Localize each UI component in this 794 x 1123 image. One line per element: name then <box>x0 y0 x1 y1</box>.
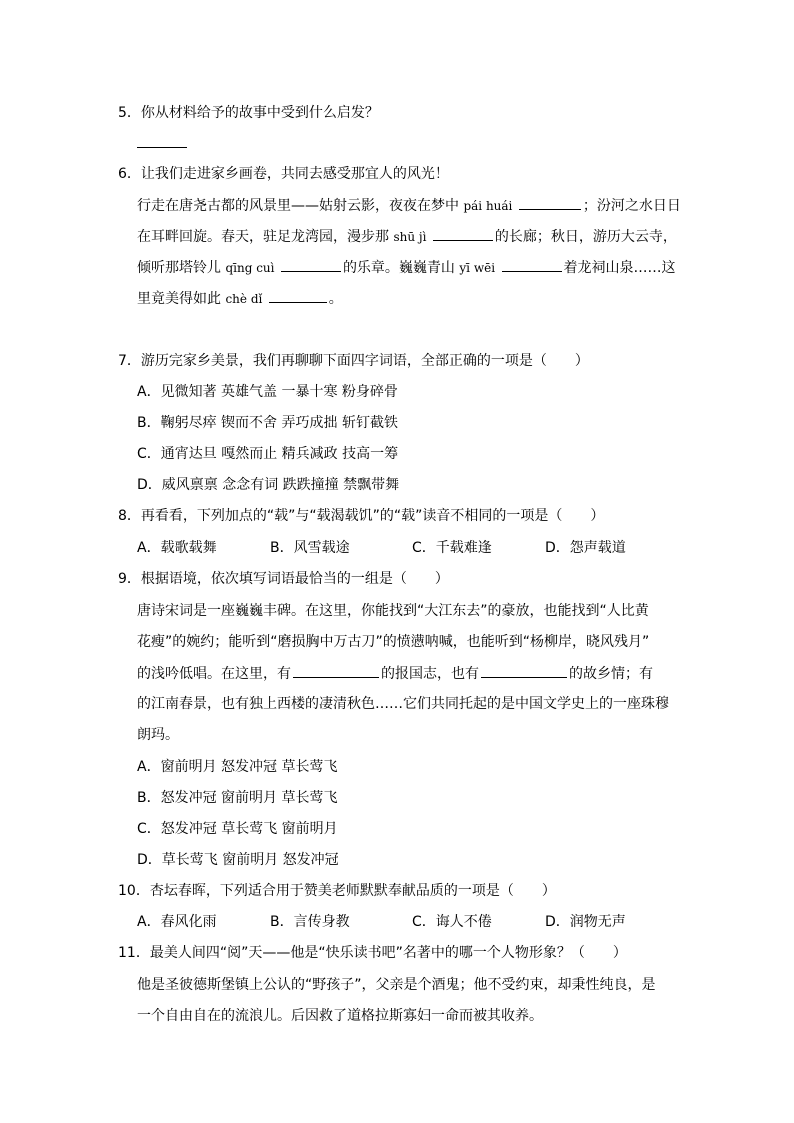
question-8-option-a[interactable]: A．载歌载舞 <box>137 540 217 556</box>
text: ；汾河之水日日 <box>582 198 681 214</box>
text: 。 <box>328 291 343 307</box>
question-6-title: 6．让我们走进家乡画卷，共同去感受那宜人的风光！ <box>118 166 449 182</box>
question-8-option-d[interactable]: D．怨声载道 <box>545 540 626 556</box>
question-6-line-4 <box>137 288 343 309</box>
question-6-line-3 <box>137 257 676 278</box>
question-11-passage-1: 他是圣彼德斯堡镇上公认的“野孩子”，父亲是个酒鬼；他不受约束，却秉性纯良，是 <box>137 977 656 993</box>
text: 的浅吟低唱。在这里，有 <box>137 666 291 682</box>
text: 的乐章。巍巍青山 <box>342 260 455 276</box>
fill-blank[interactable] <box>481 663 567 678</box>
question-8-options <box>137 538 626 558</box>
fill-blank[interactable] <box>281 257 341 272</box>
question-8-option-c[interactable]: C．千载难逢 <box>412 540 492 556</box>
question-8-option-b[interactable]: B．风雪载途 <box>270 540 350 556</box>
question-7-option-d[interactable]: D．威风禀禀 念念有词 跌跌撞撞 禁飘带舞 <box>137 477 400 493</box>
pinyin: yī wēi <box>459 261 496 275</box>
question-11-passage-2: 一个自由自在的流浪儿。后因救了道格拉斯寡妇一命而被其收养。 <box>137 1008 543 1024</box>
question-6-line-2 <box>137 226 677 247</box>
question-7-option-a[interactable]: A．见微知著 英雄气盖 一暴十寒 粉身碎骨 <box>137 384 398 400</box>
fill-blank[interactable] <box>293 663 379 678</box>
question-9-passage-1: 唐诗宋词是一座巍巍丰碑。在这里，你能找到“大江东去”的豪放，也能找到“人比黄 <box>137 603 649 619</box>
question-11-title: 11．最美人间四“阅”天——他是“快乐读书吧”名著中的哪一个人物形象？（ ） <box>118 945 627 961</box>
question-9-passage-3 <box>137 663 653 684</box>
question-8-title: 8．再看看，下列加点的“载”与“载渴载饥”的“载”读音不相同的一项是（ ） <box>118 508 605 524</box>
question-9-title: 9．根据语境，依次填写词语最恰当的一组是（ ） <box>118 571 449 587</box>
pinyin: qīng cuì <box>225 261 275 275</box>
text: 行走在唐尧古都的风景里——姑射云影，夜夜在梦中 <box>137 198 459 214</box>
question-10-option-a[interactable]: A．春风化雨 <box>137 914 217 930</box>
text: 里竟美得如此 <box>137 291 221 307</box>
fill-blank[interactable] <box>519 195 581 210</box>
question-9-option-c[interactable]: C．怒发冲冠 草长莺飞 窗前明月 <box>137 821 338 837</box>
pinyin: pái huái <box>463 199 513 213</box>
fill-blank[interactable] <box>433 226 493 241</box>
question-5: 5．你从材料给予的故事中受到什么启发？ <box>118 105 379 121</box>
fill-blank[interactable] <box>269 288 327 303</box>
question-9-passage-4: 的江南春景，也有独上西楼的凄清秋色……它们共同托起的是中国文学史上的一座珠穆 <box>137 696 669 712</box>
question-10-title: 10．杏坛春晖，下列适合用于赞美老师默默奉献品质的一项是（ ） <box>118 883 556 899</box>
question-7-title: 7．游历完家乡美景，我们再聊聊下面四字词语，全部正确的一项是（ ） <box>118 353 589 369</box>
text: 的长廊；秋日，游历大云寺， <box>494 229 677 245</box>
question-7-option-b[interactable]: B．鞠躬尽瘁 锲而不舍 弄巧成拙 斩钉截铁 <box>137 415 398 431</box>
question-10-option-d[interactable]: D．润物无声 <box>545 914 626 930</box>
pinyin: shū jì <box>393 230 427 244</box>
pinyin: chè dǐ <box>225 292 263 306</box>
text: 倾听那塔铃儿 <box>137 260 221 276</box>
question-10-option-b[interactable]: B．言传身教 <box>270 914 350 930</box>
text: 着龙祠山泉……这 <box>563 260 676 276</box>
question-9-option-a[interactable]: A．窗前明月 怒发冲冠 草长莺飞 <box>137 759 338 775</box>
fill-blank[interactable] <box>502 257 562 272</box>
question-7-option-c[interactable]: C．通宵达旦 嘎然而止 精兵减政 技高一筹 <box>137 446 399 462</box>
question-9-passage-2: 花瘦”的婉约；能听到“磨损胸中万古刀”的愤懑呐喊，也能听到“杨柳岸，晓风残月” <box>137 634 650 650</box>
question-9-passage-5: 朗玛。 <box>137 727 179 743</box>
text: 在耳畔回旋。春天，驻足龙湾园，漫步那 <box>137 229 389 245</box>
question-10-options <box>137 912 626 932</box>
answer-line-5[interactable] <box>137 147 187 148</box>
question-6-line-1 <box>137 195 681 216</box>
question-9-option-b[interactable]: B．怒发冲冠 窗前明月 草长莺飞 <box>137 790 338 806</box>
text: 的报国志，也有 <box>381 666 479 682</box>
question-10-option-c[interactable]: C．诲人不倦 <box>412 914 492 930</box>
text: 的故乡情；有 <box>569 666 653 682</box>
question-9-option-d[interactable]: D．草长莺飞 窗前明月 怒发冲冠 <box>137 852 339 868</box>
